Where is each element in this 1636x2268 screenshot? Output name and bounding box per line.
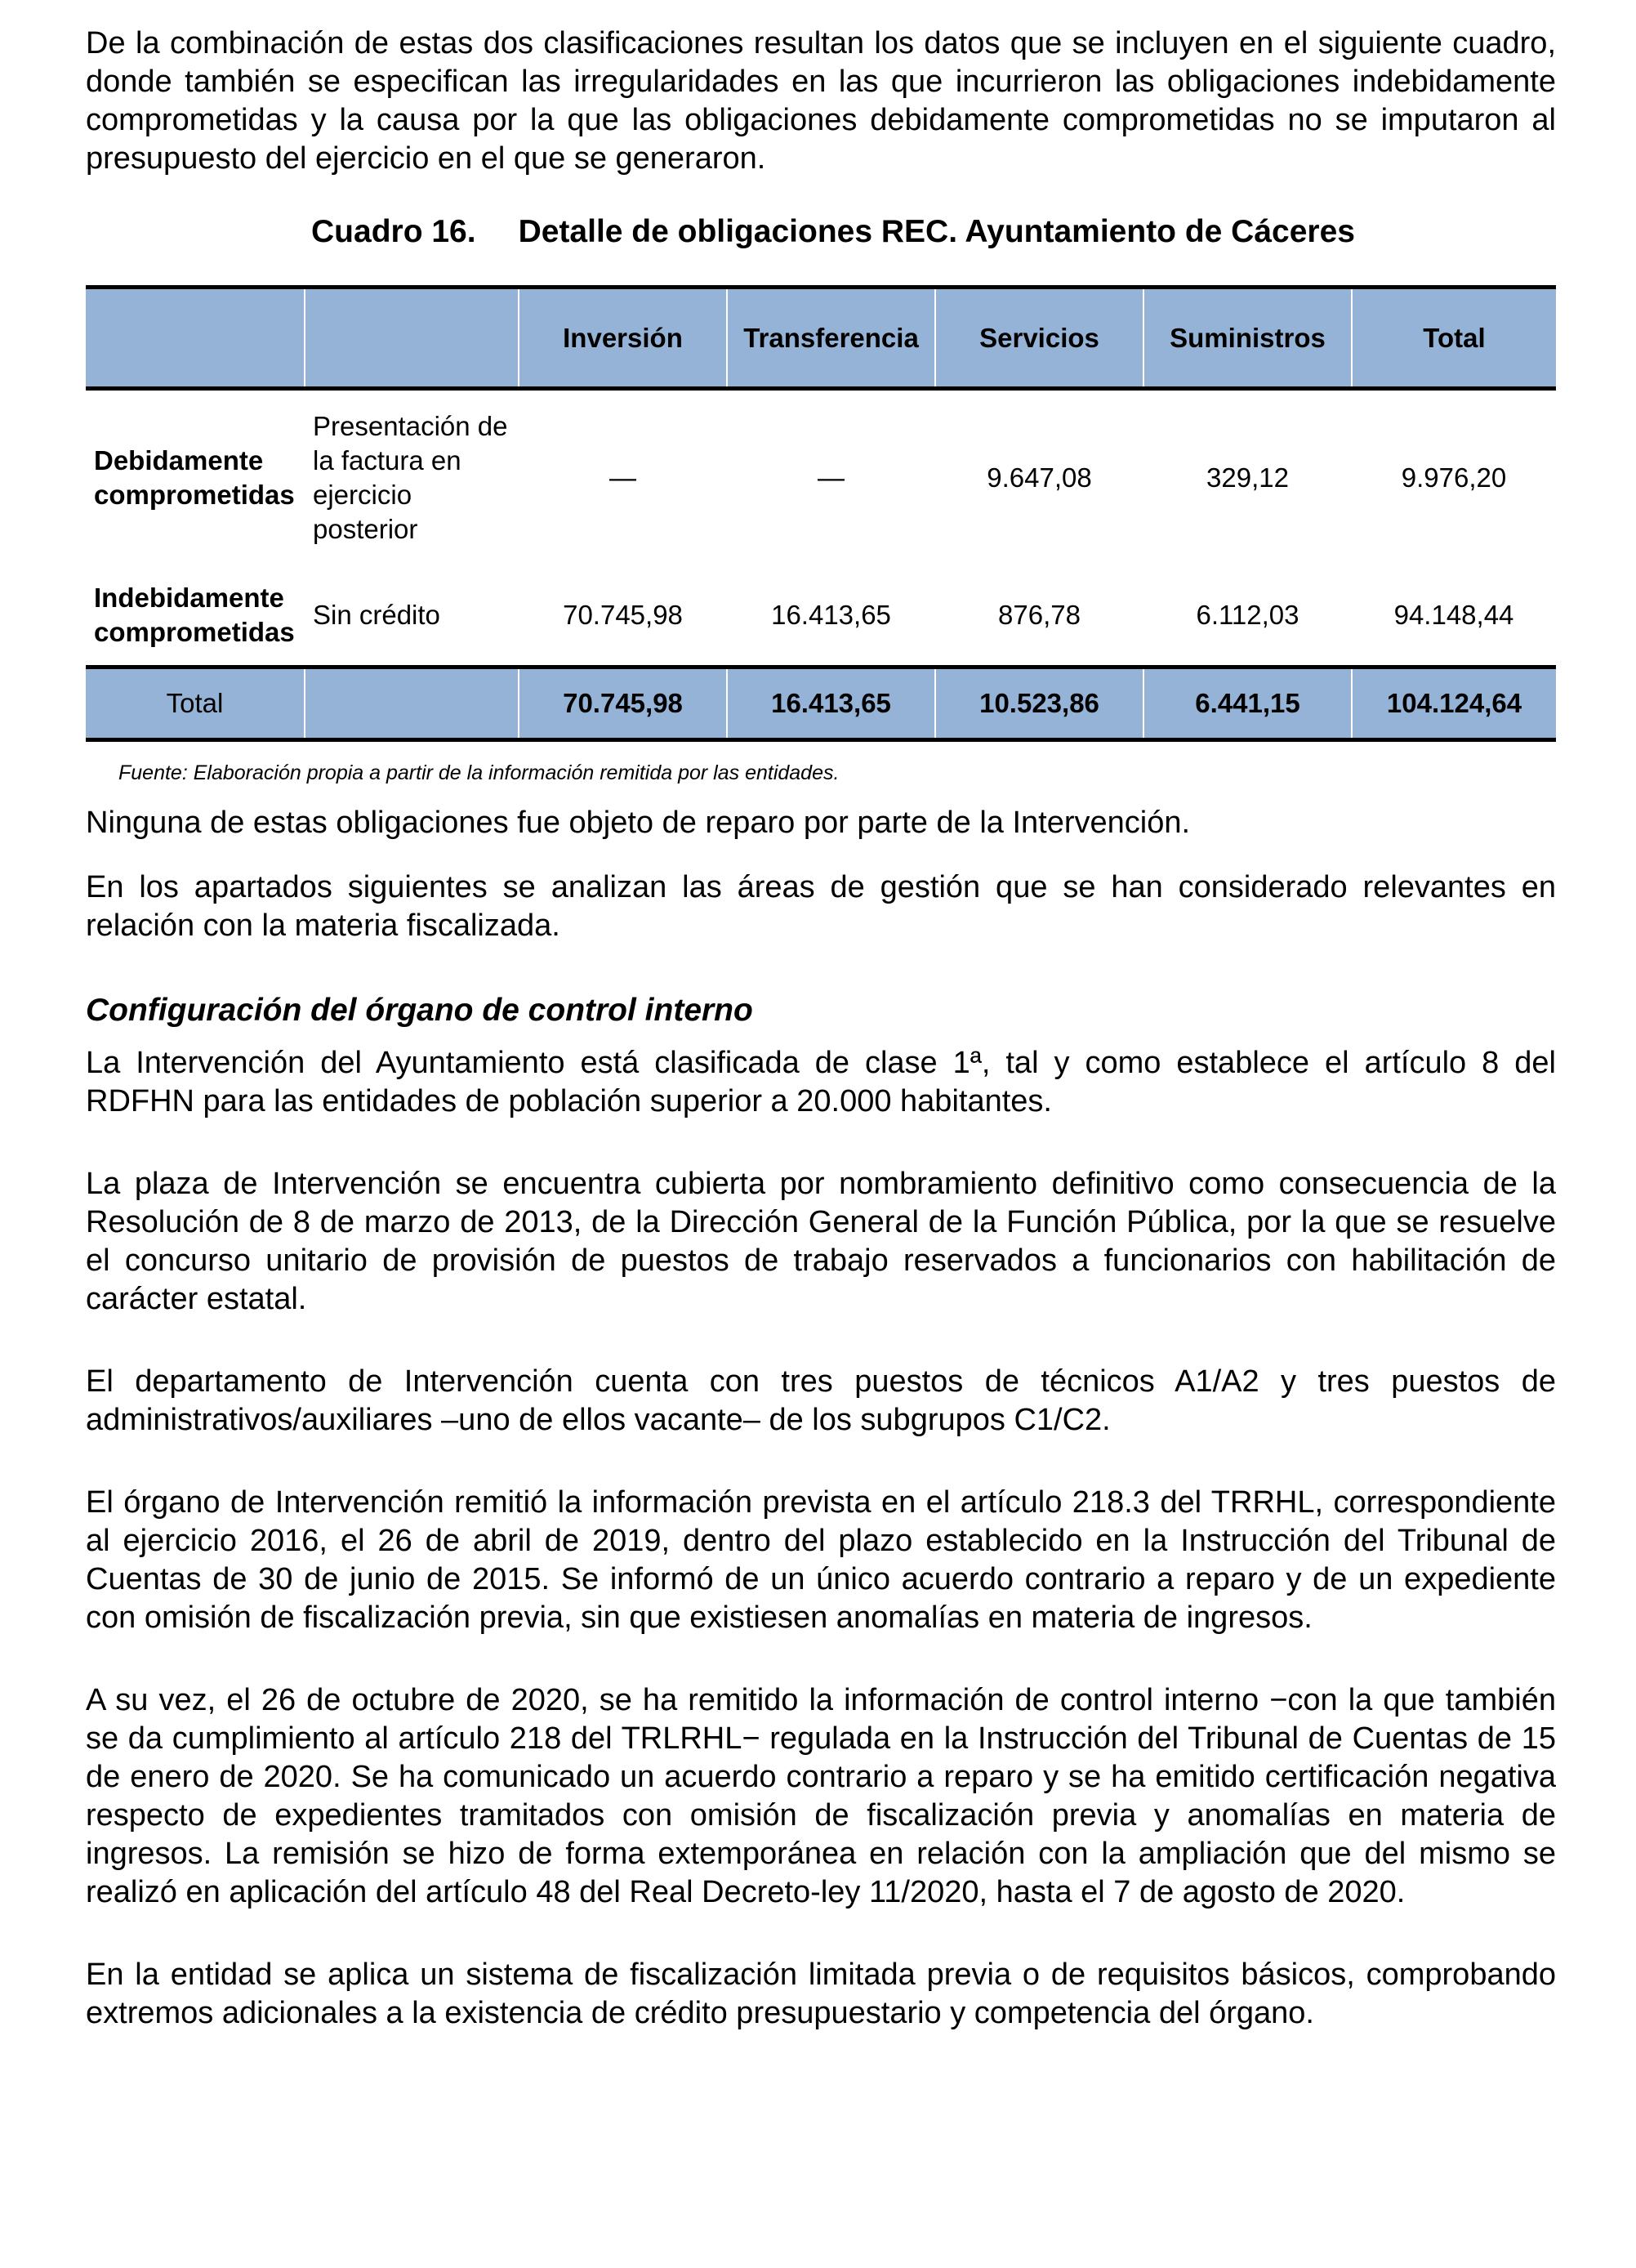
document-page	[86, 25, 1556, 2033]
apartados-paragraph: En los apartados siguientes se analizan las áreas de gestión que se han considerado relevantes en relación con la materia fiscalizada.	[86, 870, 1556, 943]
header-empty-2	[305, 288, 519, 389]
cell-value: 94.148,44	[1393, 599, 1514, 630]
table-source-note: Fuente: Elaboración propia a partir de la información remitida por las entidades.	[118, 761, 840, 784]
header-total: Total	[1352, 288, 1556, 389]
caption-title: Detalle de obligaciones REC. Ayuntamiento de Cáceres	[518, 214, 1355, 249]
total-empty	[305, 667, 519, 740]
total-label: Total	[86, 667, 305, 740]
intro-paragraph: De la combinación de estas dos clasificaciones resultan los datos que se incluyen en el siguiente cuadro, donde también se especifican las irregularidades en las que incurrieron las obligaciones indebidamente comprometidas y la causa por la que las obligaciones debidamente comprometidas no se imputaron al presupuesto del ejercicio en el que se generaron.	[86, 26, 1556, 176]
header-servicios: Servicios	[935, 288, 1143, 389]
section-heading: Configuración del órgano de control interno	[86, 993, 753, 1028]
cell-value: —	[609, 462, 636, 493]
header-empty-1	[86, 288, 305, 389]
table-caption	[86, 212, 1556, 251]
cell-value: 9.647,08	[987, 462, 1092, 493]
total-value: 16.413,65	[727, 667, 935, 740]
cell-value: —	[818, 462, 845, 493]
cell-value: 9.976,20	[1401, 462, 1507, 493]
departamento-paragraph: El departamento de Intervención cuenta con tres puestos de técnicos A1/A2 y tres puestos de administrativos/auxiliares –uno de ellos vacante– de los subgrupos C1/C2.	[86, 1364, 1556, 1437]
octubre-paragraph: A su vez, el 26 de octubre de 2020, se ha remitido la información de control interno −con la que también se da cumplimiento al artículo 218 del TRLRHL− regulada en la Instrucción del Tribunal de Cuentas de 15 de enero de 2020. Se ha comunicado un acuerdo contrario a reparo y se ha emitido certificación negativa respecto de expedientes tramitados con omisión de fiscalización previa y anomalías en materia de ingresos. La remisión se hizo de forma extemporánea en relación con la ampliación que del mismo se realizó en aplicación del artículo 48 del Real Decreto-ley 11/2020, hasta el 7 de agosto de 2020.	[86, 1683, 1556, 1909]
rec-obligations-table	[86, 285, 1556, 742]
total-value: 10.523,86	[935, 667, 1143, 740]
cell-value: 329,12	[1206, 462, 1289, 493]
cell-value: 876,78	[998, 599, 1081, 630]
total-value: 6.441,15	[1143, 667, 1352, 740]
row-label: Indebidamente comprometidas	[94, 582, 295, 647]
table-row	[86, 389, 1556, 565]
total-value: 70.745,98	[519, 667, 727, 740]
cell-value: 70.745,98	[563, 599, 683, 630]
header-suministros: Suministros	[1143, 288, 1352, 389]
cell-value: 16.413,65	[771, 599, 891, 630]
header-inversion: Inversión	[519, 288, 727, 389]
caption-number: Cuadro 16.	[311, 214, 476, 249]
table-header-row	[86, 288, 1556, 389]
row-sublabel: Sin crédito	[313, 599, 440, 630]
header-transferencia: Transferencia	[727, 288, 935, 389]
reparo-paragraph: Ninguna de estas obligaciones fue objeto de reparo por parte de la Intervención.	[86, 806, 1191, 840]
organo-paragraph: El órgano de Intervención remitió la información prevista en el artículo 218.3 del TRRHL, correspondiente al ejercicio 2016, el 26 de abril de 2019, dentro del plazo establecido en la Instrucción del Tribunal de Cuentas de 30 de junio de 2015. Se informó de un único acuerdo contrario a reparo y de un expediente con omisión de fiscalización previa, sin que existiesen anomalías en materia de ingresos.	[86, 1485, 1556, 1635]
table-total-row	[86, 667, 1556, 740]
total-value: 104.124,64	[1352, 667, 1556, 740]
clase-paragraph: La Intervención del Ayuntamiento está clasificada de clase 1ª, tal y como establece el artículo 8 del RDFHN para las entidades de población superior a 20.000 habitantes.	[86, 1046, 1556, 1118]
cell-value: 6.112,03	[1196, 599, 1299, 630]
row-label: Debidamente comprometidas	[94, 444, 295, 510]
row-sublabel: Presentación de la factura en ejercicio posterior	[313, 410, 508, 544]
plaza-paragraph: La plaza de Intervención se encuentra cubierta por nombramiento definitivo como consecuencia de la Resolución de 8 de marzo de 2013, de la Dirección General de la Función Pública, por la que se resuelve el concurso unitario de provisión de puestos de trabajo reservados a funcionarios con habilitación de carácter estatal.	[86, 1167, 1556, 1316]
table-row	[86, 565, 1556, 667]
fiscalizacion-paragraph: En la entidad se aplica un sistema de fiscalización limitada previa o de requisitos básicos, comprobando extremos adicionales a la existencia de crédito presupuestario y competencia del órgano.	[86, 1958, 1556, 2030]
